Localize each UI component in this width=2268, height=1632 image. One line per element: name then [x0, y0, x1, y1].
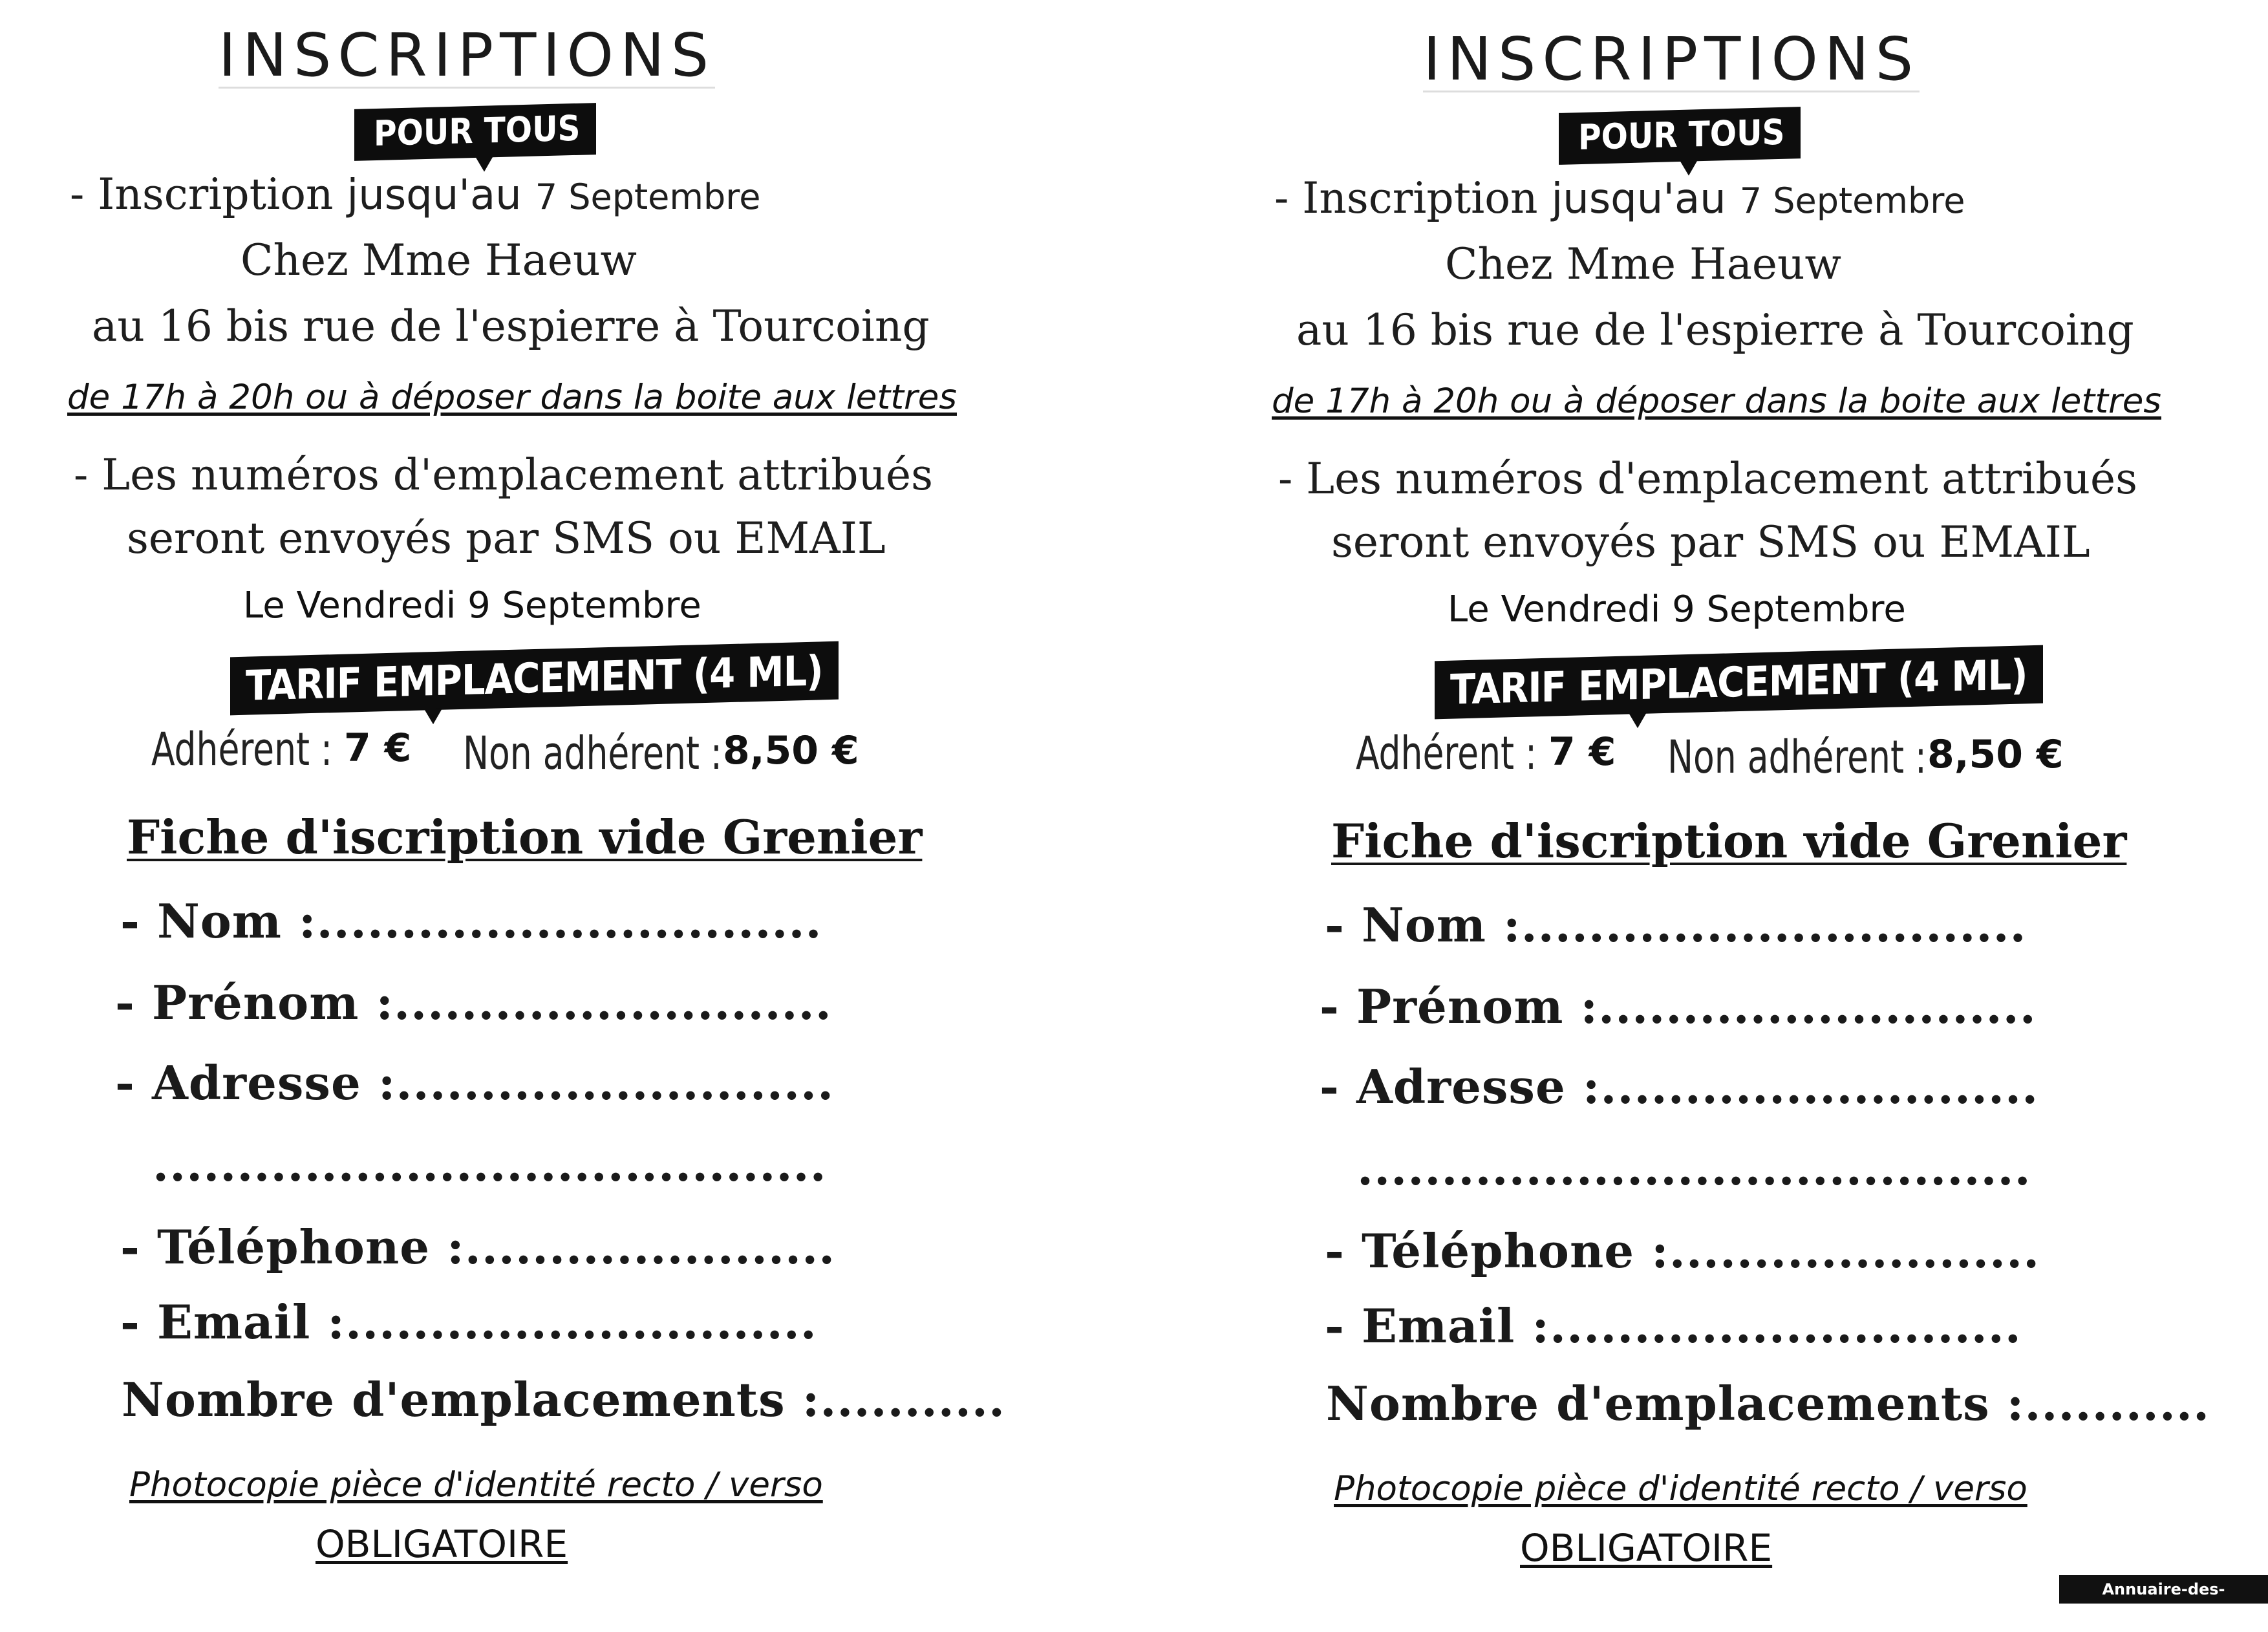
adresse-line: au 16 bis rue de l'espierre à Tourcoing: [1296, 305, 2134, 355]
prenom-field[interactable]: - Prénom :..........................: [1320, 979, 2037, 1034]
envoi-date: Le Vendredi 9 Septembre: [243, 585, 701, 627]
photocopie-note: Photocopie pièce d'identité recto / verso: [129, 1465, 823, 1505]
prenom-field[interactable]: - Prénom :..........................: [115, 975, 832, 1030]
chez-line: Chez Mme Haeuw: [241, 235, 637, 285]
chez-line: Chez Mme Haeuw: [1445, 239, 1841, 289]
numeros-line-1: - Les numéros d'emplacement attribués: [74, 450, 933, 500]
non-adherent-label: Non adhérent :: [1667, 731, 1927, 784]
telephone-field[interactable]: - Téléphone :......................: [1325, 1223, 2040, 1278]
pour-tous-tag: POUR TOUS: [354, 103, 596, 161]
tarif-tag: TARIF EMPLACEMENT (4 ML): [230, 641, 839, 716]
fiche-title: Fiche d'iscription vide Grenier: [127, 810, 923, 864]
obligatoire-note: OBLIGATOIRE: [316, 1522, 568, 1566]
adresse-field[interactable]: - Adresse :..........................: [1320, 1059, 2039, 1114]
nombre-emplacements-field[interactable]: Nombre d'emplacements :...........: [122, 1372, 1006, 1427]
horaires-line: de 17h à 20h ou à déposer dans la boite aux lettres: [1272, 381, 2161, 421]
inscription-date: 7 Septembre: [535, 177, 761, 217]
inscription-line: [1274, 173, 1965, 223]
adherent-price: 7 €: [344, 725, 412, 771]
photocopie-note: Photocopie pièce d'identité recto / verso: [1334, 1469, 2027, 1509]
adresse-continuation-field[interactable]: ........................................: [1357, 1141, 2031, 1196]
watermark-badge[interactable]: Annuaire-des-brocantes.com: [2059, 1575, 2268, 1604]
inscription-jusquau: jusqu'au: [1551, 175, 1726, 223]
flyer-left: [0, 0, 1099, 1604]
adherent-price: 7 €: [1548, 729, 1616, 775]
inscription-prefix: - Inscription: [70, 169, 334, 219]
adresse-field[interactable]: - Adresse :..........................: [115, 1055, 835, 1110]
inscriptions-title: INSCRIPTIONS: [1423, 25, 1920, 94]
non-adherent-label: Non adhérent :: [463, 727, 722, 780]
numeros-line-2: seront envoyés par SMS ou EMAIL: [1331, 517, 2090, 567]
adresse-line: au 16 bis rue de l'espierre à Tourcoing: [92, 301, 930, 351]
fiche-title: Fiche d'iscription vide Grenier: [1331, 813, 2127, 868]
tarif-tag: TARIF EMPLACEMENT (4 ML): [1435, 645, 2043, 720]
envoi-date: Le Vendredi 9 Septembre: [1448, 588, 1906, 630]
obligatoire-note: OBLIGATOIRE: [1520, 1526, 1773, 1570]
nom-field[interactable]: - Nom :..............................: [1325, 897, 2027, 952]
inscription-prefix: - Inscription: [1274, 173, 1538, 223]
nom-field[interactable]: - Nom :..............................: [120, 894, 822, 949]
non-adherent-price: 8,50 €: [723, 728, 859, 773]
horaires-line: de 17h à 20h ou à déposer dans la boite aux lettres: [67, 378, 957, 417]
email-field[interactable]: - Email :............................: [120, 1294, 817, 1349]
inscriptions-title: INSCRIPTIONS: [219, 21, 716, 90]
inscription-jusquau: jusqu'au: [347, 171, 522, 219]
adherent-label: Adhérent :: [151, 723, 333, 776]
adresse-continuation-field[interactable]: ........................................: [153, 1137, 827, 1192]
flyer-right: [1204, 4, 2268, 1607]
inscription-date: 7 Septembre: [1739, 180, 1965, 221]
numeros-line-2: seront envoyés par SMS ou EMAIL: [127, 513, 886, 563]
email-field[interactable]: - Email :............................: [1325, 1298, 2022, 1353]
non-adherent-price: 8,50 €: [1927, 732, 2064, 777]
inscription-line: [70, 169, 761, 219]
pour-tous-tag: POUR TOUS: [1559, 107, 1801, 165]
adherent-label: Adhérent :: [1356, 727, 1537, 780]
nombre-emplacements-field[interactable]: Nombre d'emplacements :...........: [1326, 1376, 2210, 1431]
numeros-line-1: - Les numéros d'emplacement attribués: [1278, 454, 2137, 504]
telephone-field[interactable]: - Téléphone :......................: [120, 1219, 836, 1274]
